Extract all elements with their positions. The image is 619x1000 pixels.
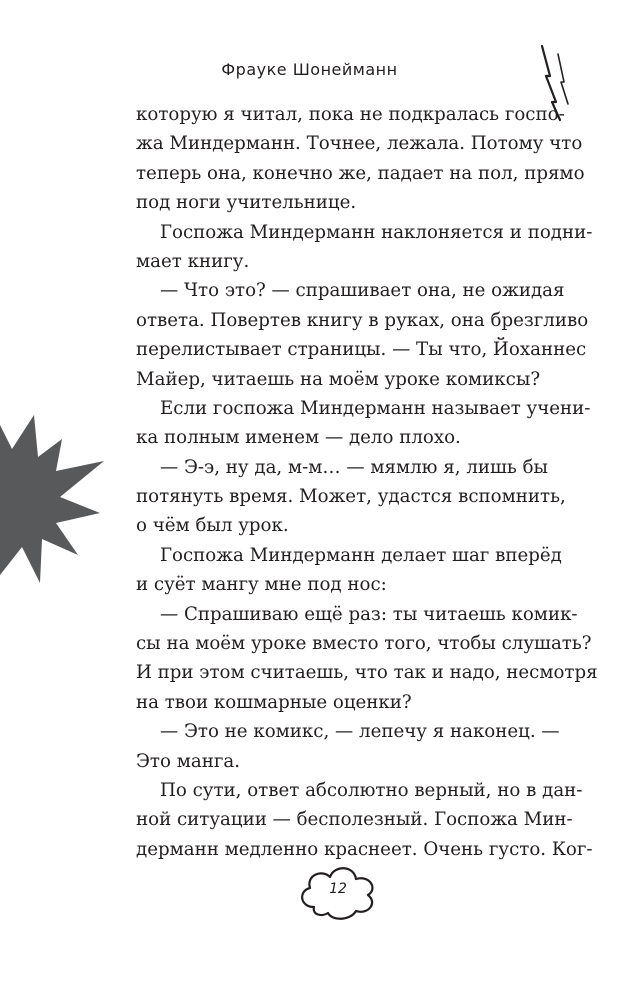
text-line: и суёт мангу мне под нос:: [136, 574, 387, 596]
text-line: на твои кошмарные оценки?: [136, 691, 412, 713]
text-line: теперь она, конечно же, падает на пол, прямо: [136, 162, 585, 184]
text-line: потянуть время. Может, удастся вспомнить,: [136, 486, 566, 508]
running-head: Фрауке Шонейманн: [221, 60, 398, 79]
text-line: — Это не комикс, — лепечу я наконец. —: [160, 721, 560, 743]
text-line: — Спрашиваю ещё раз: ты читаешь комик-: [160, 603, 578, 625]
text-line: перелистывает страницы. — Ты что, Йоханнес: [136, 339, 587, 361]
text-line: Майер, читаешь на моём уроке комиксы?: [136, 368, 541, 390]
text-line: По сути, ответ абсолютно верный, но в дан-: [160, 779, 583, 801]
text-line: — Что это? — спрашивает она, не ожидая: [160, 280, 565, 302]
text-line: Госпожа Миндерманн наклоняется и подни-: [160, 221, 593, 243]
body-text: [136, 100, 598, 864]
text-line: Госпожа Миндерманн делает шаг вперёд: [160, 544, 562, 566]
text-line: ответа. Повертев книгу в руках, она брезгливо: [136, 309, 589, 331]
text-line: ка полным именем — дело плохо.: [136, 427, 461, 449]
text-line: И при этом считаешь, что так и надо, несмотря: [136, 662, 598, 684]
text-line: о чём был урок.: [136, 515, 289, 537]
text-line: ной ситуации — бесполезный. Госпожа Мин-: [136, 809, 573, 831]
text-line: — Э-э, ну да, м-м… — мямлю я, лишь бы: [160, 456, 549, 478]
explosion-burst-icon: [0, 405, 112, 605]
text-line: мает книгу.: [136, 250, 250, 272]
text-line: которую я читал, пока не подкралась госпо-: [136, 104, 565, 125]
text-line: Если госпожа Миндерманн называет учени-: [160, 397, 591, 419]
text-line: жа Миндерманн. Точнее, лежала. Потому что: [136, 133, 583, 155]
page-number: 12: [329, 881, 347, 897]
text-line: под ноги учительнице.: [136, 192, 357, 214]
text-line: дерманн медленно краснеет. Очень густо. Ког-: [136, 838, 593, 860]
text-line: Это манга.: [136, 750, 240, 772]
text-line: сы на моём уроке вместо того, чтобы слушать?: [136, 633, 592, 655]
